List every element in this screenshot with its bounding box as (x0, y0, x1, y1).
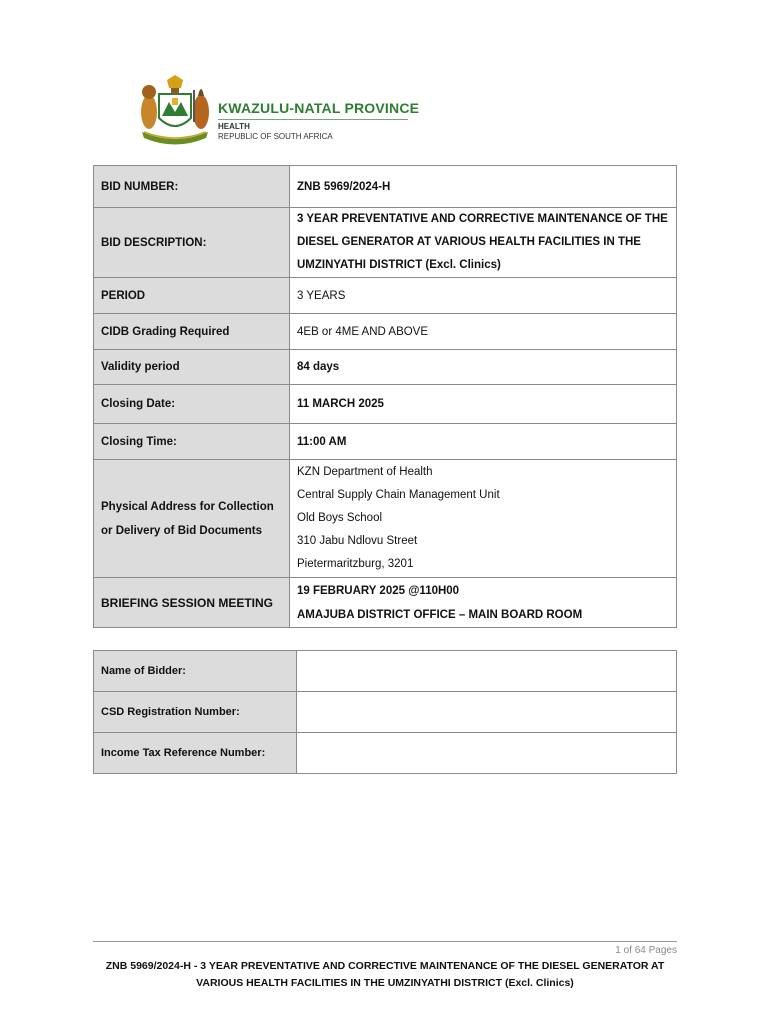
bidder-name-label: Name of Bidder: (94, 651, 297, 692)
country-name: REPUBLIC OF SOUTH AFRICA (218, 132, 333, 141)
footer-text (93, 958, 677, 992)
department-name: HEALTH (218, 122, 250, 131)
bid-description-line: DIESEL GENERATOR AT VARIOUS HEALTH FACILITIES IN THE (297, 236, 641, 248)
footer-divider (93, 941, 677, 942)
brand-divider (218, 119, 408, 120)
briefing-value (290, 578, 677, 628)
closing-time-label: Closing Time: (94, 424, 290, 460)
closing-date-label: Closing Date: (94, 385, 290, 424)
bid-description-label: BID DESCRIPTION: (94, 208, 290, 278)
header-logo (136, 72, 426, 152)
address-line: KZN Department of Health (297, 466, 433, 478)
bid-description-value (290, 208, 677, 278)
province-name: KWAZULU-NATAL PROVINCE (218, 100, 420, 116)
footer-line-2: VARIOUS HEALTH FACILITIES IN THE UMZINYATHI DISTRICT (Excl. Clinics) (196, 977, 574, 989)
closing-time-value: 11:00 AM (290, 424, 677, 460)
csd-number-field[interactable] (297, 692, 677, 733)
address-line: Central Supply Chain Management Unit (297, 489, 500, 501)
address-line: Old Boys School (297, 512, 383, 524)
cidb-label: CIDB Grading Required (94, 314, 290, 350)
period-label: PERIOD (94, 278, 290, 314)
address-value (290, 460, 677, 578)
briefing-line: 19 FEBRUARY 2025 @110H00 (297, 584, 460, 597)
bid-details-table (93, 165, 677, 628)
table-row (94, 692, 677, 733)
briefing-label: BRIEFING SESSION MEETING (94, 578, 290, 628)
table-row (94, 578, 677, 628)
table-row (94, 166, 677, 208)
address-label (94, 460, 290, 578)
bid-number-value: ZNB 5969/2024-H (290, 166, 677, 208)
page-number: 1 of 64 Pages (615, 945, 677, 956)
address-line: Pietermaritzburg, 3201 (297, 558, 414, 570)
cidb-value: 4EB or 4ME AND ABOVE (290, 314, 677, 350)
briefing-line: AMAJUBA DISTRICT OFFICE – MAIN BOARD ROOM (297, 608, 583, 621)
period-value: 3 YEARS (290, 278, 677, 314)
footer-line-1: ZNB 5969/2024-H - 3 YEAR PREVENTATIVE AND CORRECTIVE MAINTENANCE OF THE DIESEL GENERATOR AT (105, 960, 665, 972)
bidder-info-table (93, 650, 677, 774)
table-row (94, 733, 677, 774)
address-line: 310 Jabu Ndlovu Street (297, 535, 418, 547)
table-row (94, 208, 677, 278)
closing-date-value: 11 MARCH 2025 (290, 385, 677, 424)
table-row (94, 314, 677, 350)
validity-label: Validity period (94, 350, 290, 385)
table-row (94, 424, 677, 460)
csd-number-label: CSD Registration Number: (94, 692, 297, 733)
address-label-line: Physical Address for Collection (101, 500, 274, 513)
tax-number-label: Income Tax Reference Number: (94, 733, 297, 774)
bid-description-line: UMZINYATHI DISTRICT (Excl. Clinics) (297, 259, 501, 271)
table-row (94, 385, 677, 424)
bid-number-label: BID NUMBER: (94, 166, 290, 208)
bidder-name-field[interactable] (297, 651, 677, 692)
table-row (94, 460, 677, 578)
table-row (94, 278, 677, 314)
table-row (94, 350, 677, 385)
table-row (94, 651, 677, 692)
bid-description-line: 3 YEAR PREVENTATIVE AND CORRECTIVE MAINTENANCE OF THE (297, 213, 668, 225)
validity-value: 84 days (290, 350, 677, 385)
address-label-line: or Delivery of Bid Documents (101, 524, 263, 537)
coat-of-arms-icon (136, 72, 214, 150)
tax-number-field[interactable] (297, 733, 677, 774)
